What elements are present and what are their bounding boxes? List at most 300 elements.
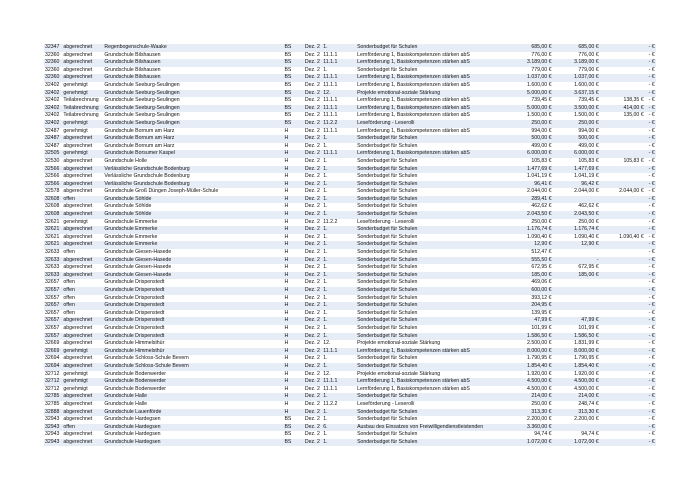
cell-status: offen (62, 424, 103, 432)
table-row (44, 378, 656, 386)
cell-date: Dez. 2 (304, 363, 322, 371)
cell-dash-euro: - € (646, 272, 656, 280)
cell-amount-paid (600, 166, 646, 174)
cell-dash-euro: - € (646, 317, 656, 325)
table-row (44, 333, 656, 341)
cell-school: Grundschule Drispenstedt (104, 279, 165, 286)
cell-status: abgerechnet (63, 416, 93, 423)
cell-id: 32360 (45, 66, 60, 73)
cell-amount-requested: 1.041,19 € (527, 173, 552, 180)
cell-amount-paid (600, 287, 646, 295)
cell-description: Sonderbudget für Schulen (356, 287, 503, 295)
cell-amount-paid (600, 150, 646, 158)
cell-amount-requested: 5.000,00 € (503, 105, 552, 113)
cell-measure: 11.1.1 (323, 97, 338, 104)
table-row (44, 317, 656, 325)
cell-id: 32943 (44, 439, 62, 447)
cell-date: Dez. 2 (304, 157, 320, 164)
cell-amount-paid (600, 393, 646, 401)
cell-amount-requested: 672,95 € (531, 264, 552, 271)
cell-school: Grundschule Bilshausen (104, 66, 161, 73)
cell-measure: 11.1.1 (322, 378, 356, 386)
cell-school: Grundschule Hardegsen (103, 424, 283, 432)
cell-measure: 11.1.1 (323, 81, 338, 88)
cell-date: Dez. 2 (304, 279, 320, 286)
cell-amount-approved (553, 295, 600, 303)
cell-amount-requested: 94,74 € (534, 431, 552, 438)
cell-status: abgerechnet (62, 439, 103, 447)
cell-dash-euro: - € (646, 181, 656, 189)
cell-dash-euro: - € (646, 166, 656, 174)
cell-region: H (283, 272, 303, 280)
cell-measure: 1. (323, 264, 328, 271)
cell-amount-paid (600, 264, 646, 272)
cell-amount-paid (600, 363, 646, 371)
cell-date: Dez. 2 (304, 309, 320, 316)
table-row (44, 143, 656, 151)
cell-date: Dez. 2 (304, 226, 322, 234)
cell-id: 32712 (45, 370, 60, 377)
cell-amount-requested: 499,00 € (531, 142, 552, 149)
cell-amount-paid (600, 340, 646, 348)
cell-amount-requested: 12,90 € (503, 241, 552, 249)
cell-school: Verlässliche Grundschule Bodenburg (103, 166, 283, 174)
cell-amount-requested: 994,00 € (531, 127, 552, 134)
cell-status: genehmigt (63, 370, 88, 377)
cell-id: 32578 (45, 188, 60, 195)
cell-dash-euro: - € (648, 400, 655, 407)
cell-measure: 1. (323, 188, 328, 195)
cell-dash-euro: - € (646, 196, 656, 204)
cell-measure: 1. (322, 44, 356, 52)
cell-date: Dez. 2 (304, 294, 320, 301)
cell-amount-paid (600, 120, 646, 128)
cell-region: H (283, 333, 303, 341)
cell-school: Grundschule Seeburg-Seulingen (104, 97, 180, 104)
cell-amount-requested: 512,47 € (531, 249, 552, 256)
cell-dash-euro: - € (646, 257, 656, 265)
cell-region: H (283, 211, 303, 219)
cell-amount-requested: 185,00 € (503, 272, 552, 280)
table-row (44, 203, 656, 211)
cell-region: BS (283, 120, 303, 128)
cell-region: BS (284, 51, 292, 58)
cell-amount-paid (600, 219, 646, 227)
cell-dash-euro: - € (646, 302, 656, 310)
cell-amount-requested: 250,00 € (531, 400, 552, 407)
cell-measure: 11.1.1 (322, 105, 356, 113)
cell-dash-euro: - € (646, 393, 656, 401)
cell-amount-approved: 94,74 € (581, 431, 599, 438)
cell-amount-requested: 500,00 € (503, 135, 552, 143)
cell-date: Dez. 2 (304, 112, 320, 119)
cell-region: H (283, 196, 303, 204)
cell-amount-paid: 414,00 € (600, 105, 646, 113)
cell-dash-euro: - € (648, 218, 655, 225)
cell-id: 32530 (45, 157, 60, 164)
cell-dash-euro: - € (648, 309, 655, 316)
cell-id: 32402 (44, 120, 62, 128)
cell-id: 32402 (45, 97, 60, 104)
cell-amount-paid (600, 90, 646, 98)
cell-date: Dez. 2 (304, 233, 320, 240)
cell-id: 32657 (45, 294, 60, 301)
cell-dash-euro: - € (648, 416, 655, 423)
cell-school: Grundschule Schloss-Schule Bevern (103, 363, 283, 371)
cell-description: Lernförderung 1, Basiskompetenzen stärken abS (356, 74, 503, 82)
table-row (44, 264, 656, 272)
cell-dash-euro: - € (648, 188, 655, 195)
cell-school: Grundschule Schloss-Schule Bevern (104, 355, 189, 362)
cell-amount-paid: 135,00 € (623, 112, 644, 119)
cell-status: abgerechnet (63, 188, 93, 195)
cell-date: Dez. 2 (304, 150, 322, 158)
cell-dash-euro: - € (646, 74, 656, 82)
cell-description: Sonderbudget für Schulen (357, 431, 418, 438)
cell-measure: 11.1.1 (323, 385, 338, 392)
cell-status: abgerechnet (62, 166, 103, 174)
cell-amount-approved: 1.600,00 € (574, 81, 599, 88)
cell-amount-approved (553, 424, 600, 432)
cell-amount-paid (600, 355, 646, 363)
cell-amount-approved: 685,00 € (553, 44, 600, 52)
cell-amount-requested: 1.586,50 € (503, 333, 552, 341)
cell-id: 32657 (45, 279, 60, 286)
cell-description: Sonderbudget für Schulen (356, 409, 503, 417)
cell-amount-paid (600, 295, 646, 303)
cell-amount-approved: 1.090,40 € (574, 233, 599, 240)
cell-description: Sonderbudget für Schulen (357, 309, 418, 316)
cell-school: Grundschule Borsumer Kaspel (103, 150, 283, 158)
cell-description: Sonderbudget für Schulen (356, 393, 503, 401)
cell-status: genehmigt (63, 127, 88, 134)
cell-amount-paid: 2.044,00 € (619, 188, 644, 195)
cell-school: Grundschule Drispenstedt (103, 317, 283, 325)
cell-dash-euro: - € (648, 112, 655, 119)
cell-amount-paid (600, 59, 646, 67)
cell-school: Grundschule Halle (104, 400, 148, 407)
cell-amount-approved (553, 279, 600, 287)
cell-amount-paid: 105,83 € (623, 157, 644, 164)
cell-dash-euro: - € (646, 348, 656, 356)
cell-amount-requested: 3.360,00 € (503, 424, 552, 432)
cell-dash-euro: - € (646, 409, 656, 417)
cell-status: abgerechnet (62, 211, 103, 219)
cell-amount-paid (600, 135, 646, 143)
cell-id: 32402 (44, 90, 62, 98)
cell-region: BS (284, 112, 292, 119)
cell-measure: 1. (323, 66, 328, 73)
table-row (44, 188, 656, 196)
cell-measure: 1. (323, 355, 328, 362)
cell-description: Sonderbudget für Schulen (357, 173, 418, 180)
cell-status: abgerechnet (62, 272, 103, 280)
cell-id: 32360 (44, 74, 62, 82)
cell-date: Dez. 2 (304, 378, 322, 386)
cell-description: Lernförderung 1, Basiskompetenzen stärken abS (356, 378, 503, 386)
cell-description: Lernförderung 1, Basiskompetenzen stärken abS (357, 127, 470, 134)
cell-id: 32487 (45, 127, 60, 134)
cell-measure: 11.1.1 (323, 112, 338, 119)
cell-school: Grundschule Giesen-Hasede (104, 264, 172, 271)
cell-amount-paid (600, 386, 646, 394)
cell-region: H (283, 378, 303, 386)
cell-description: Sonderbudget für Schulen (357, 264, 418, 271)
cell-measure: 12. (322, 90, 356, 98)
cell-date: Dez. 2 (304, 105, 322, 113)
cell-date: Dez. 2 (304, 188, 320, 195)
cell-id: 32505 (44, 150, 62, 158)
cell-amount-requested: 1.790,95 € (527, 355, 552, 362)
table-row (44, 135, 656, 143)
cell-status: abgerechnet (62, 393, 103, 401)
cell-dash-euro: - € (646, 120, 656, 128)
cell-school: Grundschule Bodenwerder (104, 370, 167, 377)
cell-region: H (283, 135, 303, 143)
cell-amount-paid (600, 211, 646, 219)
cell-status: offen (62, 196, 103, 204)
cell-measure: 1. (322, 287, 356, 295)
cell-id: 32712 (45, 385, 60, 392)
cell-school: Grundschule Hardegsen (104, 431, 161, 438)
cell-school: Grundschule Bodenwerder (104, 385, 167, 392)
cell-measure: 1. (323, 173, 328, 180)
cell-status: abgerechnet (63, 340, 93, 347)
cell-description: Sonderbudget für Schulen (356, 272, 503, 280)
table-row (44, 295, 656, 303)
cell-measure: 1. (323, 294, 328, 301)
cell-region: H (284, 370, 289, 377)
cell-amount-requested: 1.854,40 € (503, 363, 552, 371)
cell-description: Lernförderung 1, Basiskompetenzen stärken abS (357, 97, 470, 104)
cell-amount-requested: 779,00 € (531, 66, 552, 73)
cell-amount-paid (600, 401, 646, 409)
cell-status: abgerechnet (62, 257, 103, 265)
cell-date: Dez. 2 (304, 317, 322, 325)
cell-amount-paid (600, 333, 646, 341)
table-row (44, 59, 656, 67)
cell-date: Dez. 2 (304, 333, 322, 341)
cell-dash-euro: - € (646, 424, 656, 432)
cell-amount-approved: 313,30 € (553, 409, 600, 417)
cell-amount-approved: 6.000,00 € (553, 150, 600, 158)
cell-region: H (283, 226, 303, 234)
cell-amount-approved: 1.920,00 € (574, 370, 599, 377)
cell-region: H (283, 302, 303, 310)
cell-dash-euro: - € (648, 370, 655, 377)
table-row (44, 310, 656, 318)
cell-amount-paid (600, 173, 646, 181)
cell-description: Sonderbudget für Schulen (356, 333, 503, 341)
cell-region: H (283, 317, 303, 325)
cell-measure: 1. (323, 142, 328, 149)
cell-amount-requested: 1.176,74 € (503, 226, 552, 234)
cell-amount-requested: 1.500,00 € (527, 112, 552, 119)
cell-id: 32487 (45, 142, 60, 149)
cell-status: abgerechnet (62, 241, 103, 249)
cell-region: H (284, 264, 289, 271)
cell-amount-paid (600, 128, 646, 136)
cell-date: Dez. 2 (304, 218, 320, 225)
cell-measure: 1. (322, 409, 356, 417)
cell-amount-paid (600, 82, 646, 90)
cell-measure: 1. (322, 393, 356, 401)
cell-status: abgerechnet (62, 44, 103, 52)
cell-amount-paid (600, 439, 646, 447)
cell-status: genehmigt (62, 348, 103, 356)
cell-status: abgerechnet (63, 173, 93, 180)
table-row (44, 90, 656, 98)
table-row (44, 82, 656, 90)
cell-date: Dez. 2 (304, 393, 322, 401)
cell-date: Dez. 2 (304, 249, 320, 256)
cell-id: 32633 (44, 257, 62, 265)
cell-status: Teilabrechnung (62, 105, 103, 113)
cell-amount-requested: 3.189,00 € (503, 59, 552, 67)
table-row (44, 257, 656, 265)
table-row (44, 363, 656, 371)
cell-status: abgerechnet (63, 400, 93, 407)
cell-id: 32633 (45, 249, 60, 256)
cell-school: Grundschule Emmerke (104, 218, 158, 225)
cell-id: 32712 (44, 378, 62, 386)
table-row (44, 158, 656, 166)
cell-school: Grundschule Hardegsen (103, 439, 283, 447)
cell-description: Sonderbudget für Schulen (356, 439, 503, 447)
cell-school: Grundschule Drispenstedt (104, 309, 165, 316)
cell-amount-approved: 101,99 € (578, 324, 599, 331)
cell-id: 32657 (44, 333, 62, 341)
cell-amount-requested: 289,41 € (503, 196, 552, 204)
cell-amount-requested: 685,00 € (503, 44, 552, 52)
cell-amount-paid (600, 325, 646, 333)
table-row (44, 371, 656, 379)
cell-amount-requested: 4.500,00 € (527, 385, 552, 392)
cell-measure: 1. (322, 257, 356, 265)
cell-description: Sonderbudget für Schulen (356, 135, 503, 143)
cell-amount-approved: 250,00 € (553, 120, 600, 128)
cell-status: genehmigt (62, 150, 103, 158)
cell-date: Dez. 2 (304, 272, 322, 280)
cell-amount-paid (600, 302, 646, 310)
cell-amount-approved: 3.637,15 € (553, 90, 600, 98)
cell-region: BS (284, 416, 292, 423)
cell-amount-approved: 462,62 € (578, 203, 599, 210)
cell-amount-paid (600, 409, 646, 417)
cell-measure: 1. (322, 317, 356, 325)
cell-id: 32608 (44, 196, 62, 204)
table-row (44, 272, 656, 280)
cell-measure: 1. (323, 233, 328, 240)
cell-region: BS (283, 90, 303, 98)
cell-region: H (283, 166, 303, 174)
cell-date: Dez. 2 (304, 241, 322, 249)
cell-amount-requested: 5.000,00 € (503, 90, 552, 98)
cell-measure: 1. (323, 431, 328, 438)
cell-school: Grundschule Groß Düngen Joseph-Müller-Schule (104, 188, 219, 195)
cell-region: BS (284, 97, 292, 104)
cell-status: Teilabrechnung (63, 97, 99, 104)
cell-amount-paid (600, 348, 646, 356)
cell-school: Grundschule Seeburg-Seulingen (103, 120, 283, 128)
table-row (44, 74, 656, 82)
cell-description: Sonderbudget für Schulen (356, 363, 503, 371)
table-row (44, 128, 656, 136)
cell-region: H (283, 257, 303, 265)
cell-id: 32566 (44, 181, 62, 189)
cell-amount-paid (600, 378, 646, 386)
cell-amount-approved: 1.854,40 € (553, 363, 600, 371)
cell-id: 32669 (45, 340, 60, 347)
cell-status: genehmigt (62, 120, 103, 128)
cell-status: abgerechnet (63, 233, 93, 240)
cell-region: H (284, 324, 289, 331)
cell-description: Lernförderung 1, Basiskompetenzen stärken abS (356, 150, 503, 158)
cell-region: BS (283, 44, 303, 52)
cell-date: Dez. 2 (304, 431, 320, 438)
cell-measure: 1. (323, 416, 328, 423)
cell-dash-euro: - € (648, 264, 655, 271)
cell-dash-euro: - € (648, 324, 655, 331)
cell-amount-approved: 779,00 € (578, 66, 599, 73)
cell-region: H (283, 287, 303, 295)
cell-description: Leseförderung - Leserolli (357, 218, 415, 225)
cell-id: 32487 (44, 135, 62, 143)
cell-description: Sonderbudget für Schulen (356, 302, 503, 310)
cell-dash-euro: - € (648, 97, 655, 104)
cell-school: Grundschule Bornum am Harz (103, 135, 283, 143)
cell-region: H (283, 363, 303, 371)
cell-id: 32888 (44, 409, 62, 417)
cell-id: 32657 (44, 317, 62, 325)
cell-measure: 1. (323, 249, 328, 256)
cell-date: Dez. 2 (304, 287, 322, 295)
cell-region: H (284, 385, 289, 392)
cell-description: Lernförderung 1, Basiskompetenzen stärken abS (357, 112, 470, 119)
cell-description: Sonderbudget für Schulen (357, 294, 418, 301)
cell-region: BS (283, 59, 303, 67)
cell-description: Projekte emotional-soziale Stärkung (356, 90, 503, 98)
cell-description: Lernförderung 1, Basiskompetenzen stärken abS (356, 59, 503, 67)
cell-id: 32943 (45, 416, 60, 423)
cell-id: 32785 (44, 393, 62, 401)
cell-description: Leseförderung - Leserolli (356, 120, 503, 128)
cell-id: 32347 (44, 44, 62, 52)
cell-amount-approved (553, 249, 600, 257)
cell-status: offen (63, 249, 75, 256)
cell-id: 32608 (44, 211, 62, 219)
cell-amount-requested: 250,00 € (503, 120, 552, 128)
cell-school: Grundschule Bornum am Harz (104, 127, 175, 134)
cell-amount-approved: 8.000,00 € (553, 348, 600, 356)
cell-school: Grundschule Seeburg-Seulingen (104, 81, 180, 88)
cell-status: abgerechnet (63, 51, 93, 58)
cell-school: Grundschule Söhlde (103, 196, 283, 204)
cell-description: Sonderbudget für Schulen (357, 233, 418, 240)
table-row (44, 219, 656, 227)
table-row (44, 166, 656, 174)
cell-amount-paid (600, 52, 646, 60)
cell-measure: 1. (323, 309, 328, 316)
cell-dash-euro: - € (646, 378, 656, 386)
cell-amount-approved: 739,45 € (578, 97, 599, 104)
cell-school: Grundschule Seeburg-Seulingen (103, 105, 283, 113)
cell-amount-requested: 1.600,00 € (527, 81, 552, 88)
cell-dash-euro: - € (648, 355, 655, 362)
cell-school: Grundschule Emmerke (104, 233, 158, 240)
cell-amount-approved: 672,95 € (578, 264, 599, 271)
cell-id: 32621 (45, 218, 60, 225)
